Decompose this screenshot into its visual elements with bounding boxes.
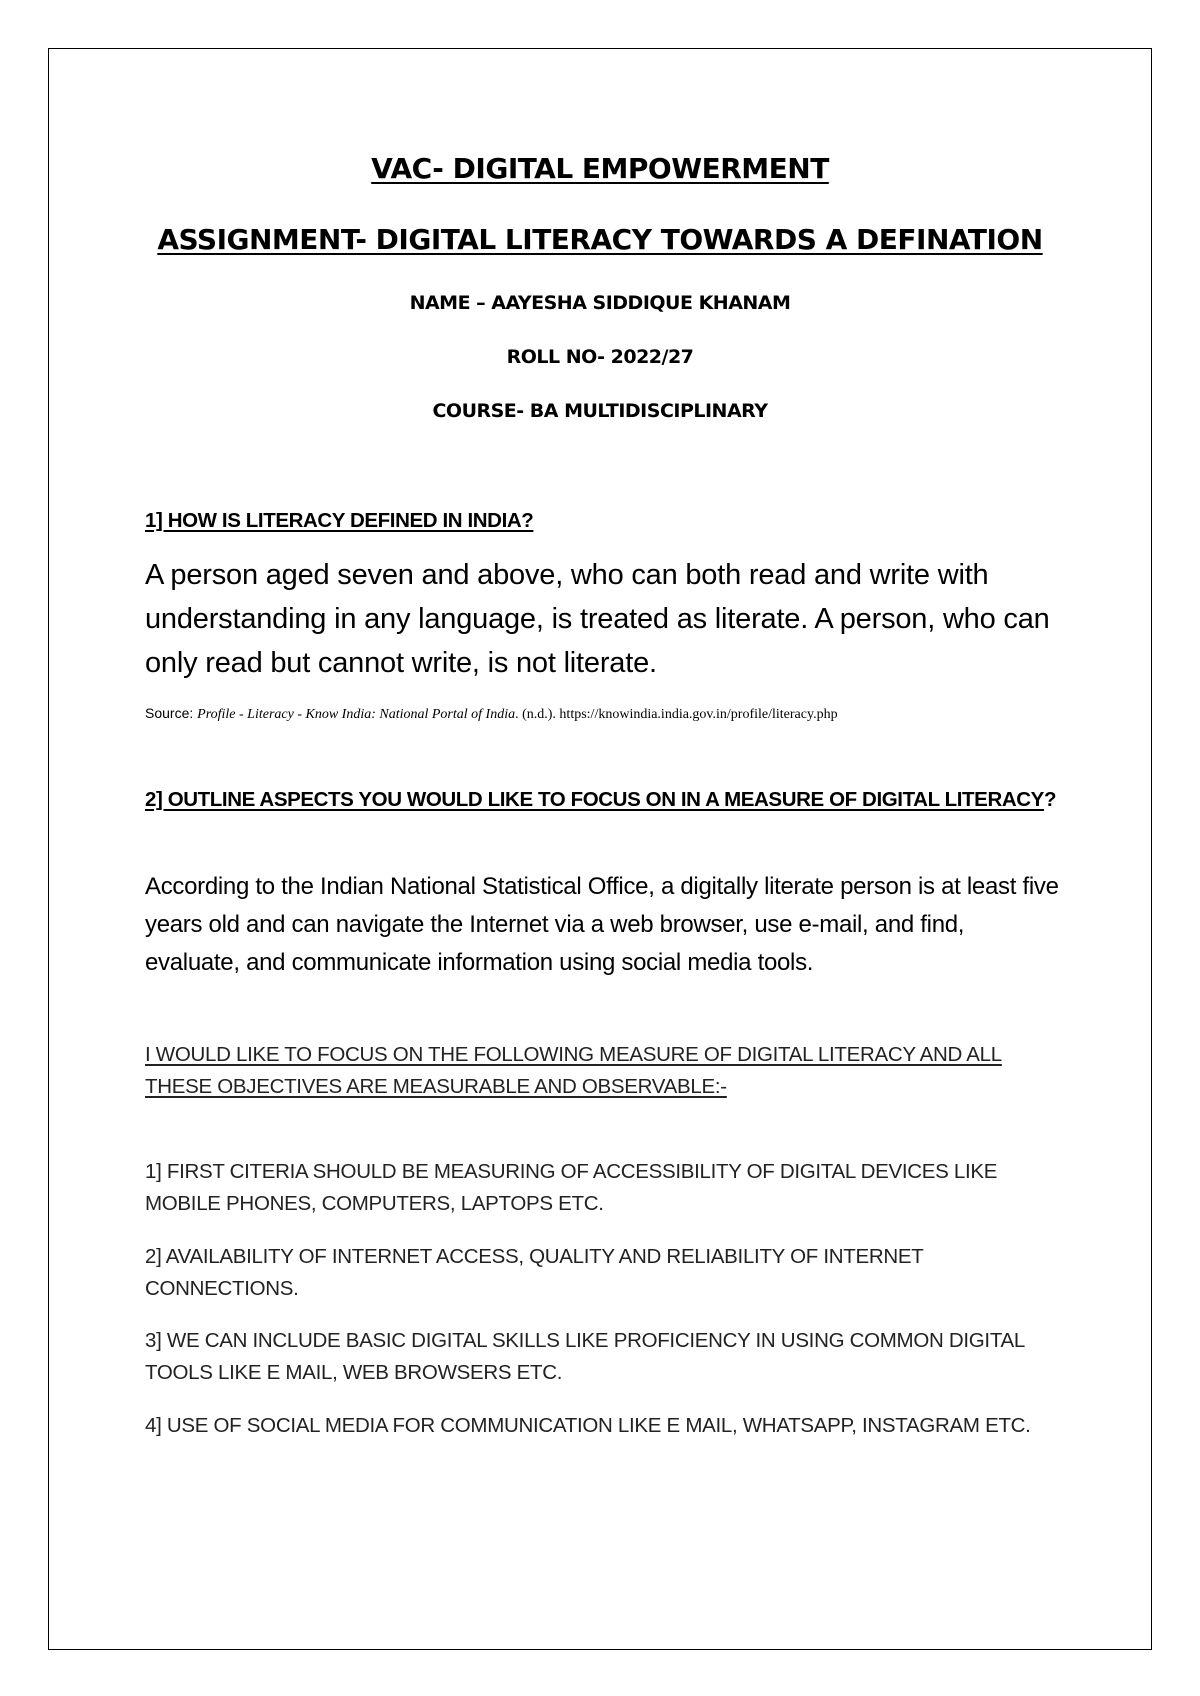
roll-number: ROLL NO- 2022/27: [506, 346, 694, 368]
document-subtitle: ASSIGNMENT- DIGITAL LITERACY TOWARDS A DEFINATION: [157, 223, 1043, 256]
question-1-answer: A person aged seven and above, who can both read and write with understanding in any language, is treated as literate. A person, who can only read but cannot write, is not literate.: [145, 559, 1050, 679]
question-1-heading-text: 1] HOW IS LITERACY DEFINED IN INDIA?: [145, 509, 534, 532]
source-url: . (n.d.). https://knowindia.india.gov.in/profile/literacy.php: [515, 707, 838, 722]
source-label: Source:: [145, 705, 198, 721]
question-2-answer: According to the Indian National Statistical Office, a digitally literate person is at least five years old and can navigate the Internet via a web browser, use e-mail, and find, evaluate, and communicate information using social media tools.: [145, 873, 1059, 976]
source-citation: [145, 704, 1065, 724]
criterion-item: 1] FIRST CITERIA SHOULD BE MEASURING OF ACCESSIBILITY OF DIGITAL DEVICES LIKE MOBILE PHONES, COMPUTERS, LAPTOPS ETC.: [145, 1160, 998, 1215]
focus-intro: I WOULD LIKE TO FOCUS ON THE FOLLOWING MEASURE OF DIGITAL LITERACY AND ALL THESE OBJECTIVES ARE MEASURABLE AND OBSERVABLE:-: [145, 1043, 1002, 1098]
question-2-heading: [145, 785, 1065, 814]
criterion-item: 2] AVAILABILITY OF INTERNET ACCESS, QUALITY AND RELIABILITY OF INTERNET CONNECTIONS.: [145, 1245, 924, 1300]
document-title: VAC- DIGITAL EMPOWERMENT: [371, 152, 829, 185]
source-title: Profile - Literacy - Know India: National Portal of India: [197, 707, 516, 722]
student-name: NAME – AAYESHA SIDDIQUE KHANAM: [409, 292, 791, 314]
criterion-item: 4] USE OF SOCIAL MEDIA FOR COMMUNICATION LIKE E MAIL, WHATSAPP, INSTAGRAM ETC.: [145, 1414, 1031, 1437]
course-name: COURSE- BA MULTIDISCIPLINARY: [432, 400, 768, 422]
criterion-item: 3] WE CAN INCLUDE BASIC DIGITAL SKILLS LIKE PROFICIENCY IN USING COMMON DIGITAL TOOLS LIKE E MAIL, WEB BROWSERS ETC.: [145, 1329, 1025, 1384]
question-2-heading-mark: ?: [1043, 788, 1057, 811]
question-1-heading: [145, 506, 1065, 535]
question-2-heading-text: 2] OUTLINE ASPECTS YOU WOULD LIKE TO FOCUS ON IN A MEASURE OF DIGITAL LITERACY: [145, 788, 1044, 811]
